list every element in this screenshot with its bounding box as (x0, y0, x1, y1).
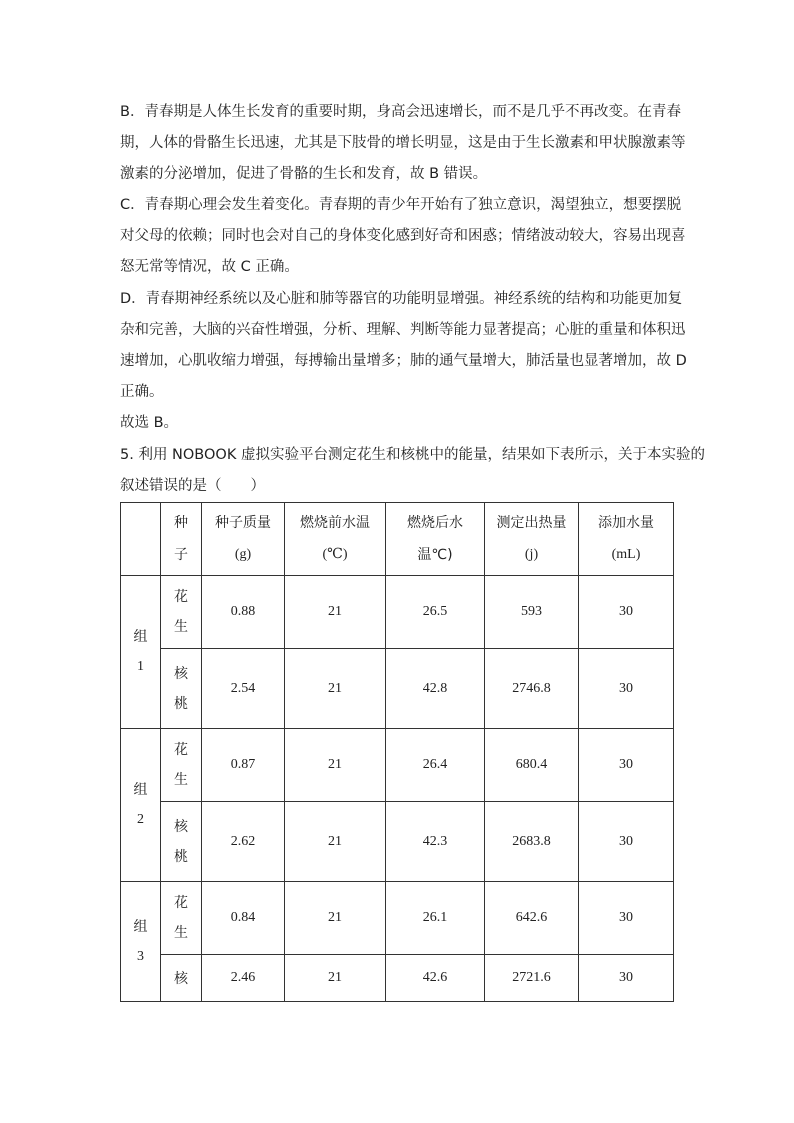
table-row (121, 576, 674, 649)
temp-after-cell: 26.4 (386, 729, 485, 802)
temp-after-cell: 26.1 (386, 882, 485, 955)
option-c-explanation (120, 190, 686, 283)
group-label: 组 2 (121, 729, 161, 882)
seed-cell: 花 生 (161, 882, 202, 955)
header-seed-mass: 种子质量 (g) (202, 503, 285, 576)
answer-line (120, 408, 680, 439)
table-row (121, 882, 674, 955)
water-cell: 30 (579, 729, 674, 802)
seed-cell: 花 生 (161, 576, 202, 649)
heat-cell: 2683.8 (485, 802, 579, 882)
text-line: B．青春期是人体生长发育的重要时期，身高会迅速增长，而不是几乎不再改变。在青春 (120, 104, 681, 120)
text-line: 5. 利用 NOBOOK 虚拟实验平台测定花生和核桃中的能量，结果如下表所示，关于本实验的 (120, 447, 705, 463)
header-temp-before: 燃烧前水温 (℃) (285, 503, 386, 576)
water-cell: 30 (579, 649, 674, 729)
header-temp-after: 燃烧后水 温℃) (386, 503, 485, 576)
text-line: 正确。 (120, 384, 164, 400)
group-label: 组 3 (121, 882, 161, 1002)
table-row (121, 649, 674, 729)
text-line: 期，人体的骨骼生长迅速，尤其是下肢骨的增长明显，这是由于生长激素和甲状腺激素等 (120, 135, 686, 151)
table-header-row (121, 503, 674, 576)
option-b-explanation (120, 97, 686, 190)
temp-after-cell: 42.3 (386, 802, 485, 882)
temp-before-cell: 21 (285, 576, 386, 649)
temp-after-cell: 42.6 (386, 955, 485, 1002)
empty-header-cell (121, 503, 161, 576)
temp-before-cell: 21 (285, 955, 386, 1002)
mass-cell: 0.88 (202, 576, 285, 649)
heat-cell: 642.6 (485, 882, 579, 955)
energy-measurement-table (120, 502, 674, 1002)
seed-cell: 花 生 (161, 729, 202, 802)
text-line: 杂和完善，大脑的兴奋性增强，分析、理解、判断等能力显著提高；心脏的重量和体积迅 (120, 322, 686, 338)
temp-before-cell: 21 (285, 649, 386, 729)
temp-before-cell: 21 (285, 882, 386, 955)
header-seed: 种 子 (161, 503, 202, 576)
temp-before-cell: 21 (285, 729, 386, 802)
seed-cell: 核 桃 (161, 802, 202, 882)
water-cell: 30 (579, 802, 674, 882)
water-cell: 30 (579, 955, 674, 1002)
heat-cell: 2721.6 (485, 955, 579, 1002)
water-cell: 30 (579, 576, 674, 649)
question-5 (120, 440, 705, 502)
mass-cell: 2.54 (202, 649, 285, 729)
mass-cell: 2.46 (202, 955, 285, 1002)
table-row (121, 802, 674, 882)
text-line: 激素的分泌增加，促进了骨骼的生长和发育，故 B 错误。 (120, 166, 488, 182)
mass-cell: 0.84 (202, 882, 285, 955)
option-d-explanation (120, 284, 687, 408)
water-cell: 30 (579, 882, 674, 955)
text-line: 叙述错误的是（ ） (120, 478, 265, 494)
seed-cell: 核 (161, 955, 202, 1002)
text-line: 怒无常等情况，故 C 正确。 (120, 259, 299, 275)
temp-after-cell: 42.8 (386, 649, 485, 729)
text-line: C．青春期心理会发生着变化。青春期的青少年开始有了独立意识，渴望独立，想要摆脱 (120, 197, 682, 213)
table-row (121, 729, 674, 802)
mass-cell: 0.87 (202, 729, 285, 802)
text-line: 对父母的依赖；同时也会对自己的身体变化感到好奇和困惑；情绪波动较大，容易出现喜 (120, 228, 686, 244)
heat-cell: 680.4 (485, 729, 579, 802)
temp-after-cell: 26.5 (386, 576, 485, 649)
text-line: 速增加，心肌收缩力增强，每搏输出量增多；肺的通气量增大，肺活量也显著增加，故 D (120, 353, 687, 369)
header-heat: 测定出热量 (j) (485, 503, 579, 576)
table-row (121, 955, 674, 1002)
mass-cell: 2.62 (202, 802, 285, 882)
heat-cell: 593 (485, 576, 579, 649)
seed-cell: 核 桃 (161, 649, 202, 729)
group-label: 组 1 (121, 576, 161, 729)
temp-before-cell: 21 (285, 802, 386, 882)
text-line: D．青春期神经系统以及心脏和肺等器官的功能明显增强。神经系统的结构和功能更加复 (120, 291, 683, 307)
heat-cell: 2746.8 (485, 649, 579, 729)
text-line: 故选 B。 (120, 415, 179, 431)
header-water: 添加水量 (mL) (579, 503, 674, 576)
